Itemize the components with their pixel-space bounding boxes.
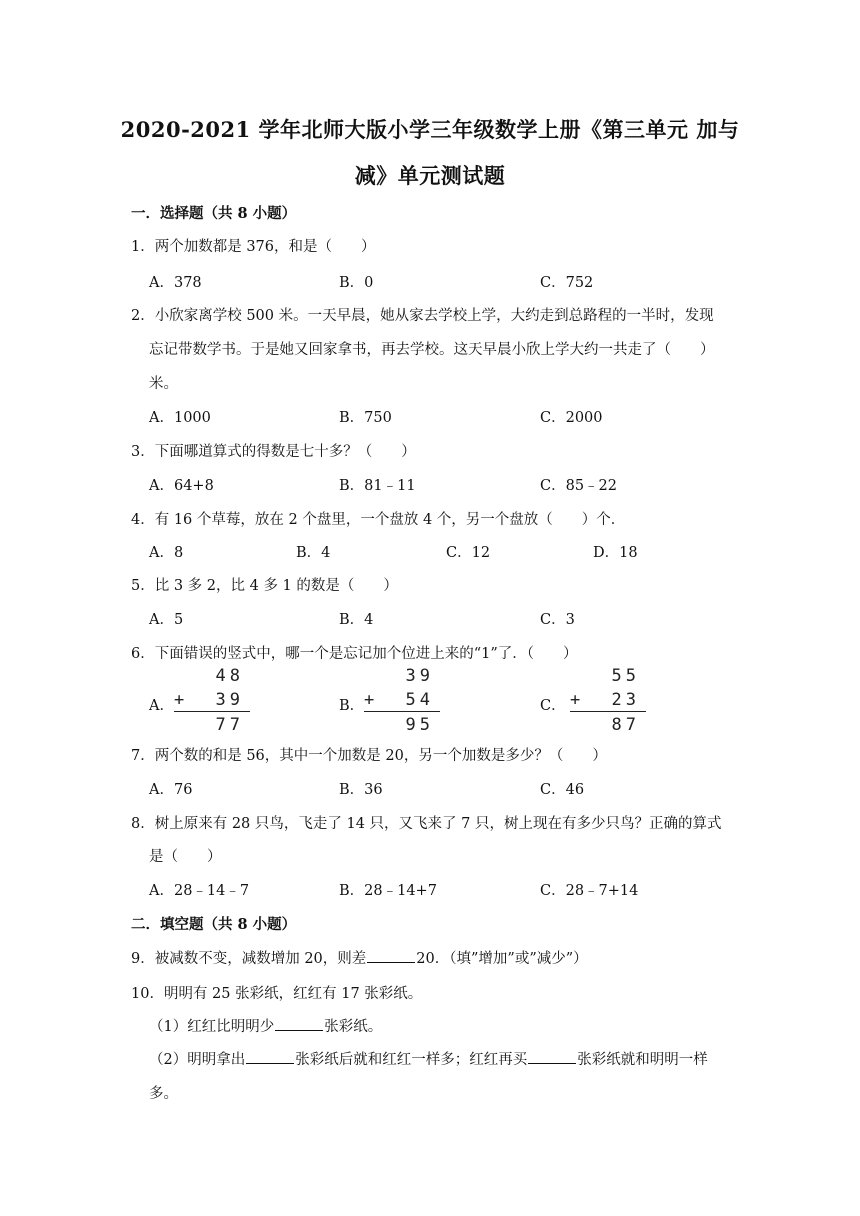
q4-option-a: A．8 — [149, 545, 184, 561]
q6-option-c-vertical-addition — [570, 666, 640, 736]
q6-b-sum-line — [364, 711, 440, 712]
question-4-stem: 4．有 16 个草莓，放在 2 个盘里，一个盘放 4 个，另一个盘放（ ）个． — [131, 512, 626, 528]
q8-option-c: C．28﹣7+14 — [540, 883, 639, 899]
question-10-part-2-end: 多。 — [149, 1086, 178, 1102]
q2-option-a: A．1000 — [149, 410, 211, 426]
q6-b-top-number: 39 — [405, 666, 434, 686]
section-heading-choice: 一．选择题（共 8 小题） — [131, 205, 297, 222]
q6-c-top-number: 55 — [611, 666, 640, 686]
q4-option-d: D．18 — [593, 545, 638, 561]
q6-c-plus-sign: + — [570, 690, 581, 710]
q10-part1-post: 张彩纸。 — [324, 1019, 383, 1035]
document-title-line2: 减》单元测试题 — [354, 163, 506, 188]
q10-part1-blank[interactable] — [275, 1016, 323, 1031]
question-9-stem-pre: 9．被减数不变，减数增加 20，则差 — [131, 951, 367, 967]
question-9-stem-post: 20．（填”增加”或”减少”） — [416, 951, 588, 967]
q1-option-b: B．0 — [339, 275, 374, 291]
q6-b-plus-sign: + — [364, 690, 375, 710]
q6-a-plus-sign: + — [174, 690, 185, 710]
question-3-stem: 3．下面哪道算式的得数是七十多？（ ） — [131, 444, 416, 460]
q8-option-b: B．28﹣14+7 — [339, 883, 437, 899]
document-title-line1: 2020-2021 学年北师大版小学三年级数学上册《第三单元 加与 — [120, 117, 740, 142]
question-10-part-1 — [149, 1015, 382, 1036]
section-heading-fill-blank: 二．填空题（共 8 小题） — [131, 916, 297, 933]
q6-a-top-number: 48 — [215, 666, 244, 686]
q2-option-c: C．2000 — [540, 410, 603, 426]
q6-a-mid-number: 39 — [215, 690, 244, 710]
q6-option-a-vertical-addition — [174, 666, 244, 736]
q6-b-result-number: 95 — [405, 715, 434, 735]
q4-option-b: B．4 — [296, 545, 331, 561]
q6-c-result-number: 87 — [611, 715, 640, 735]
question-2-stem-line1: 2．小欣家离学校 500 米。一天早晨，她从家去学校上学，大约走到总路程的一半时，发现 — [131, 308, 714, 324]
q10-part2-blank-2[interactable] — [528, 1049, 576, 1064]
q10-part2-mid: 张彩纸后就和红红一样多；红红再买 — [295, 1052, 528, 1068]
question-10-part-2 — [149, 1048, 708, 1069]
q6-a-result-number: 77 — [215, 715, 244, 735]
question-6-stem: 6．下面错误的竖式中，哪一个是忘记加个位进上来的“1”了．（ ） — [131, 646, 578, 662]
q3-option-b: B．81﹣11 — [339, 478, 416, 494]
question-2-stem-line3: 米。 — [149, 376, 178, 392]
q6-option-a-label: A． — [149, 698, 174, 714]
q6-option-b-vertical-addition — [364, 666, 434, 736]
q5-option-b: B．4 — [339, 612, 374, 628]
q3-option-c: C．85﹣22 — [540, 478, 617, 494]
question-8-stem-line2: 是（ ） — [149, 849, 222, 865]
question-1-stem: 1．两个加数都是 376，和是（ ） — [131, 239, 376, 255]
q10-part2-post: 张彩纸就和明明一样 — [577, 1052, 708, 1068]
q5-option-c: C．3 — [540, 612, 575, 628]
question-2-stem-line2: 忘记带数学书。于是她又回家拿书，再去学校。这天早晨小欣上学大约一共走了（ ） — [149, 342, 715, 358]
q6-option-c-label: C． — [540, 698, 566, 714]
question-10-stem: 10．明明有 25 张彩纸，红红有 17 张彩纸。 — [131, 986, 423, 1002]
q5-option-a: A．5 — [149, 612, 184, 628]
q7-option-c: C．46 — [540, 782, 585, 798]
q6-c-mid-number: 23 — [611, 690, 640, 710]
question-7-stem: 7．两个数的和是 56，其中一个加数是 20，另一个加数是多少？（ ） — [131, 748, 607, 764]
question-8-stem-line1: 8．树上原来有 28 只鸟，飞走了 14 只，又飞来了 7 只，树上现在有多少只鸟？正确的算式 — [131, 816, 722, 832]
q8-option-a: A．28﹣14﹣7 — [149, 883, 250, 899]
q6-c-sum-line — [570, 711, 646, 712]
q1-option-a: A．378 — [149, 275, 202, 291]
question-9 — [131, 947, 588, 968]
q6-b-mid-number: 54 — [405, 690, 434, 710]
q3-option-a: A．64+8 — [149, 478, 214, 494]
q7-option-b: B．36 — [339, 782, 383, 798]
q10-part1-pre: （1）红红比明明少 — [149, 1019, 275, 1035]
q1-option-c: C．752 — [540, 275, 594, 291]
q7-option-a: A．76 — [149, 782, 193, 798]
q9-answer-blank[interactable] — [367, 948, 415, 963]
q2-option-b: B．750 — [339, 410, 392, 426]
q10-part2-pre: （2）明明拿出 — [149, 1052, 246, 1068]
question-5-stem: 5．比 3 多 2，比 4 多 1 的数是（ ） — [131, 578, 398, 594]
q6-option-b-label: B． — [339, 698, 365, 714]
q6-a-sum-line — [174, 711, 250, 712]
q4-option-c: C．12 — [446, 545, 491, 561]
q10-part2-blank-1[interactable] — [246, 1049, 294, 1064]
